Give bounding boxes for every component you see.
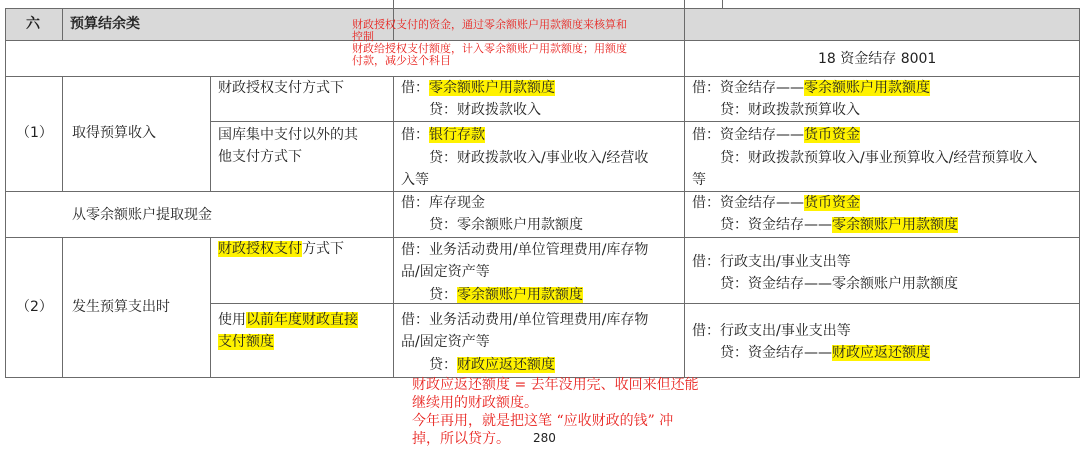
budget-credit: 贷：资金结存——零余额账户用款额度	[720, 217, 958, 233]
rule	[5, 237, 1079, 238]
highlight: 财政应返还额度	[832, 345, 930, 361]
budget-debit: 借：资金结存——货币资金	[692, 127, 860, 143]
annotation-line: 付款，减少这个科目	[352, 54, 451, 67]
rule	[210, 237, 211, 377]
financial-credit: 贷：零余额账户用款额度	[429, 217, 583, 233]
rule	[210, 76, 211, 191]
sub-condition: 使用以前年度财政直接	[218, 312, 358, 328]
annotation-line: 控制	[352, 30, 374, 43]
budget-debit: 借：行政支出/事业支出等	[692, 254, 851, 270]
section-number: 六	[26, 16, 40, 32]
rule	[393, 76, 394, 377]
row-number: （1）	[16, 125, 53, 141]
financial-credit: 贷：财政应返还额度	[429, 357, 555, 373]
sub-condition: 国库集中支付以外的其	[218, 127, 358, 143]
financial-debit: 借：库存现金	[401, 195, 485, 211]
rule	[62, 237, 63, 377]
rule	[210, 121, 1079, 122]
rule	[5, 191, 1079, 192]
page-number: 280	[533, 431, 556, 445]
highlight: 零余额账户用款额度	[804, 80, 930, 96]
budget-credit: 贷：财政拨款预算收入	[720, 102, 860, 118]
annotation-line: 今年再用，就是把这笔 “应收财政的钱” 冲	[412, 413, 674, 429]
rule	[684, 0, 685, 377]
row-number: （2）	[16, 299, 53, 315]
rule	[722, 0, 723, 8]
section-title: 预算结余类	[70, 16, 140, 32]
budget-credit: 等	[692, 172, 706, 188]
annotation-line: 财政给授权支付额度，计入零余额账户用款额度；用额度	[352, 42, 627, 55]
sub-condition	[218, 331, 274, 353]
rule	[62, 8, 63, 40]
financial-debit: 借：银行存款	[401, 127, 485, 143]
sub-condition: 他支付方式下	[218, 149, 302, 165]
budget-debit: 借：资金结存——货币资金	[692, 195, 860, 211]
rule	[5, 8, 1079, 9]
sub-condition: 财政授权支付方式下	[218, 241, 344, 257]
row-label: 从零余额账户提取现金	[72, 207, 212, 223]
highlight: 货币资金	[804, 195, 860, 211]
financial-credit: 贷：零余额账户用款额度	[429, 287, 583, 303]
annotation-top	[352, 19, 627, 67]
highlight: 财政应返还额度	[457, 357, 555, 373]
highlight: 财政授权支付	[218, 241, 302, 257]
financial-credit: 贷：财政拨款收入	[429, 102, 541, 118]
financial-credit: 入等	[401, 172, 429, 188]
financial-debit: 借：业务活动费用/单位管理费用/库存物	[401, 312, 649, 328]
budget-account-heading: 18 资金结存 8001	[818, 51, 937, 67]
annotation-line: 财政应返还额度 = 去年没用完、收回来但还能	[412, 377, 699, 393]
financial-credit: 贷：财政拨款收入/事业收入/经营收	[429, 150, 649, 166]
highlight: 零余额账户用款额度	[832, 217, 958, 233]
rule	[210, 303, 1079, 304]
annotation-line: 掉，所以贷方。	[412, 431, 510, 447]
financial-debit: 品/固定资产等	[401, 334, 490, 350]
highlight: 银行存款	[429, 127, 485, 143]
annotation-line: 继续用的财政额度。	[412, 395, 538, 411]
rule	[5, 8, 6, 378]
budget-credit: 贷：财政拨款预算收入/事业预算收入/经营预算收入	[720, 150, 1038, 166]
highlight: 零余额账户用款额度	[457, 287, 583, 303]
rule	[62, 76, 63, 191]
row-label: 取得预算收入	[72, 125, 156, 141]
row-label: 发生预算支出时	[72, 299, 170, 315]
budget-credit: 贷：资金结存——零余额账户用款额度	[720, 276, 958, 292]
financial-debit: 品/固定资产等	[401, 264, 490, 280]
highlight: 货币资金	[804, 127, 860, 143]
sub-condition: 财政授权支付方式下	[218, 80, 344, 96]
budget-credit: 贷：资金结存——财政应返还额度	[720, 345, 930, 361]
budget-debit: 借：行政支出/事业支出等	[692, 323, 851, 339]
financial-debit: 借：零余额账户用款额度	[401, 80, 555, 96]
highlight: 支付额度	[218, 334, 274, 350]
financial-debit: 借：业务活动费用/单位管理费用/库存物	[401, 242, 649, 258]
highlight: 零余额账户用款额度	[429, 80, 555, 96]
budget-debit: 借：资金结存——零余额账户用款额度	[692, 80, 930, 96]
annotation-line: 财政授权支付的资金，通过零余额账户用款额度来核算和	[352, 18, 627, 31]
highlight: 以前年度财政直接	[246, 312, 358, 328]
